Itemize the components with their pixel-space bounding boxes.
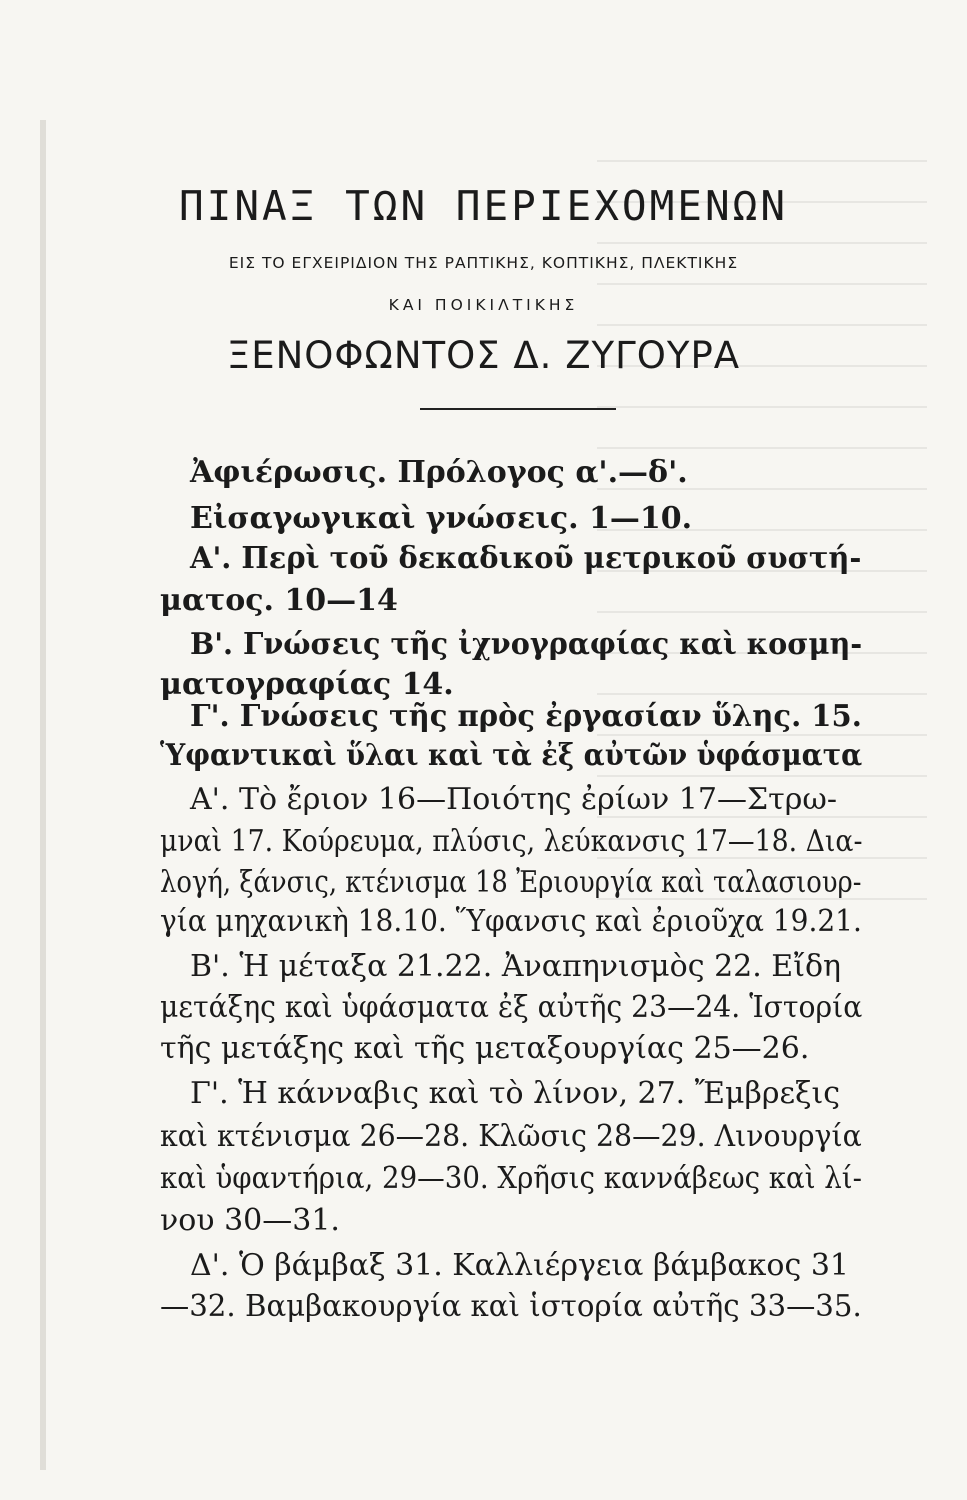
toc-line: —32. Βαμβακουργία καὶ ἱστορία αὐτῆς 33—35. bbox=[160, 1289, 862, 1324]
toc-line: Α'. Τὸ ἔριον 16—Ποιότης ἐρίων 17—Στρω- bbox=[190, 782, 838, 817]
toc-line: μναὶ 17. Κούρευμα, πλύσις, λεύκανσις 17—18. Δια- bbox=[160, 824, 863, 859]
toc-line: Δ'. Ὁ βάμβαξ 31. Καλλιέργεια βάμβακος 31 bbox=[190, 1248, 850, 1283]
toc-line: γία μηχανικὴ 18.10. Ὕφανσις καὶ ἐριοῦχα 19.21. bbox=[160, 904, 862, 939]
toc-line: Εἰσαγωγικαὶ γνώσεις. 1—10. bbox=[190, 501, 693, 536]
toc-line: καὶ ὑφαντήρια, 29—30. Χρῆσις καννάβεως καὶ λί- bbox=[160, 1161, 862, 1196]
divider-rule bbox=[420, 408, 616, 410]
toc-line: Ὑφαντικαὶ ὕλαι καὶ τὰ ἐξ αὐτῶν ὑφάσματα bbox=[160, 738, 863, 773]
contents-title: ΠΙΝΑΞ ΤΩΝ ΠΕΡΙΕΧΟΜΕΝΩΝ bbox=[178, 182, 789, 230]
toc-line: καὶ κτένισμα 26—28. Κλῶσις 28—29. Λινουργία bbox=[160, 1119, 862, 1154]
toc-line: Α'. Περὶ τοῦ δεκαδικοῦ μετρικοῦ συστή- bbox=[190, 541, 862, 576]
author-name: ΞΕΝΟΦΩΝΤΟΣ Δ. ΖΥΓΟΥΡΑ bbox=[226, 334, 741, 377]
toc-line: ματος. 10—14 bbox=[160, 583, 398, 618]
toc-line: λογή, ξάνσις, κτένισμα 18 Ἐριουργία καὶ ταλασιουρ- bbox=[160, 865, 862, 900]
subtitle-line-1: ΕΙΣ ΤΟ ΕΓΧΕΙΡΙΔΙΟΝ ΤΗΣ ΡΑΠΤΙΚΗΣ, ΚΟΠΤΙΚΗΣ, ΠΛΕΚΤΙΚΗΣ bbox=[228, 254, 739, 272]
toc-line: Β'. Γνώσεις τῆς ἰχνογραφίας καὶ κοσμη- bbox=[190, 627, 863, 662]
toc-line: Β'. Ἡ μέταξα 21.22. Ἀναπηνισμὸς 22. Εἴδη bbox=[190, 949, 842, 984]
subtitle-line-2: ΚΑΙ ΠΟΙΚΙΛΤΙΚΗΣ bbox=[388, 296, 579, 314]
toc-line: Γ'. Ἡ κάνναβις καὶ τὸ λίνον, 27. Ἔμβρεξις bbox=[190, 1076, 841, 1111]
toc-line: τῆς μετάξης καὶ τῆς μεταξουργίας 25—26. bbox=[160, 1031, 810, 1066]
toc-line: νου 30—31. bbox=[160, 1203, 340, 1238]
toc-line: Ἀφιέρωσις. Πρόλογος α'.—δ'. bbox=[190, 455, 688, 490]
page-edge bbox=[40, 120, 46, 1470]
toc-line: μετάξης καὶ ὑφάσματα ἐξ αὐτῆς 23—24. Ἱστορία bbox=[160, 990, 863, 1025]
toc-line: Γ'. Γνώσεις τῆς πρὸς ἐργασίαν ὕλης. 15. bbox=[190, 699, 862, 734]
toc-line: ματογραφίας 14. bbox=[160, 667, 454, 702]
